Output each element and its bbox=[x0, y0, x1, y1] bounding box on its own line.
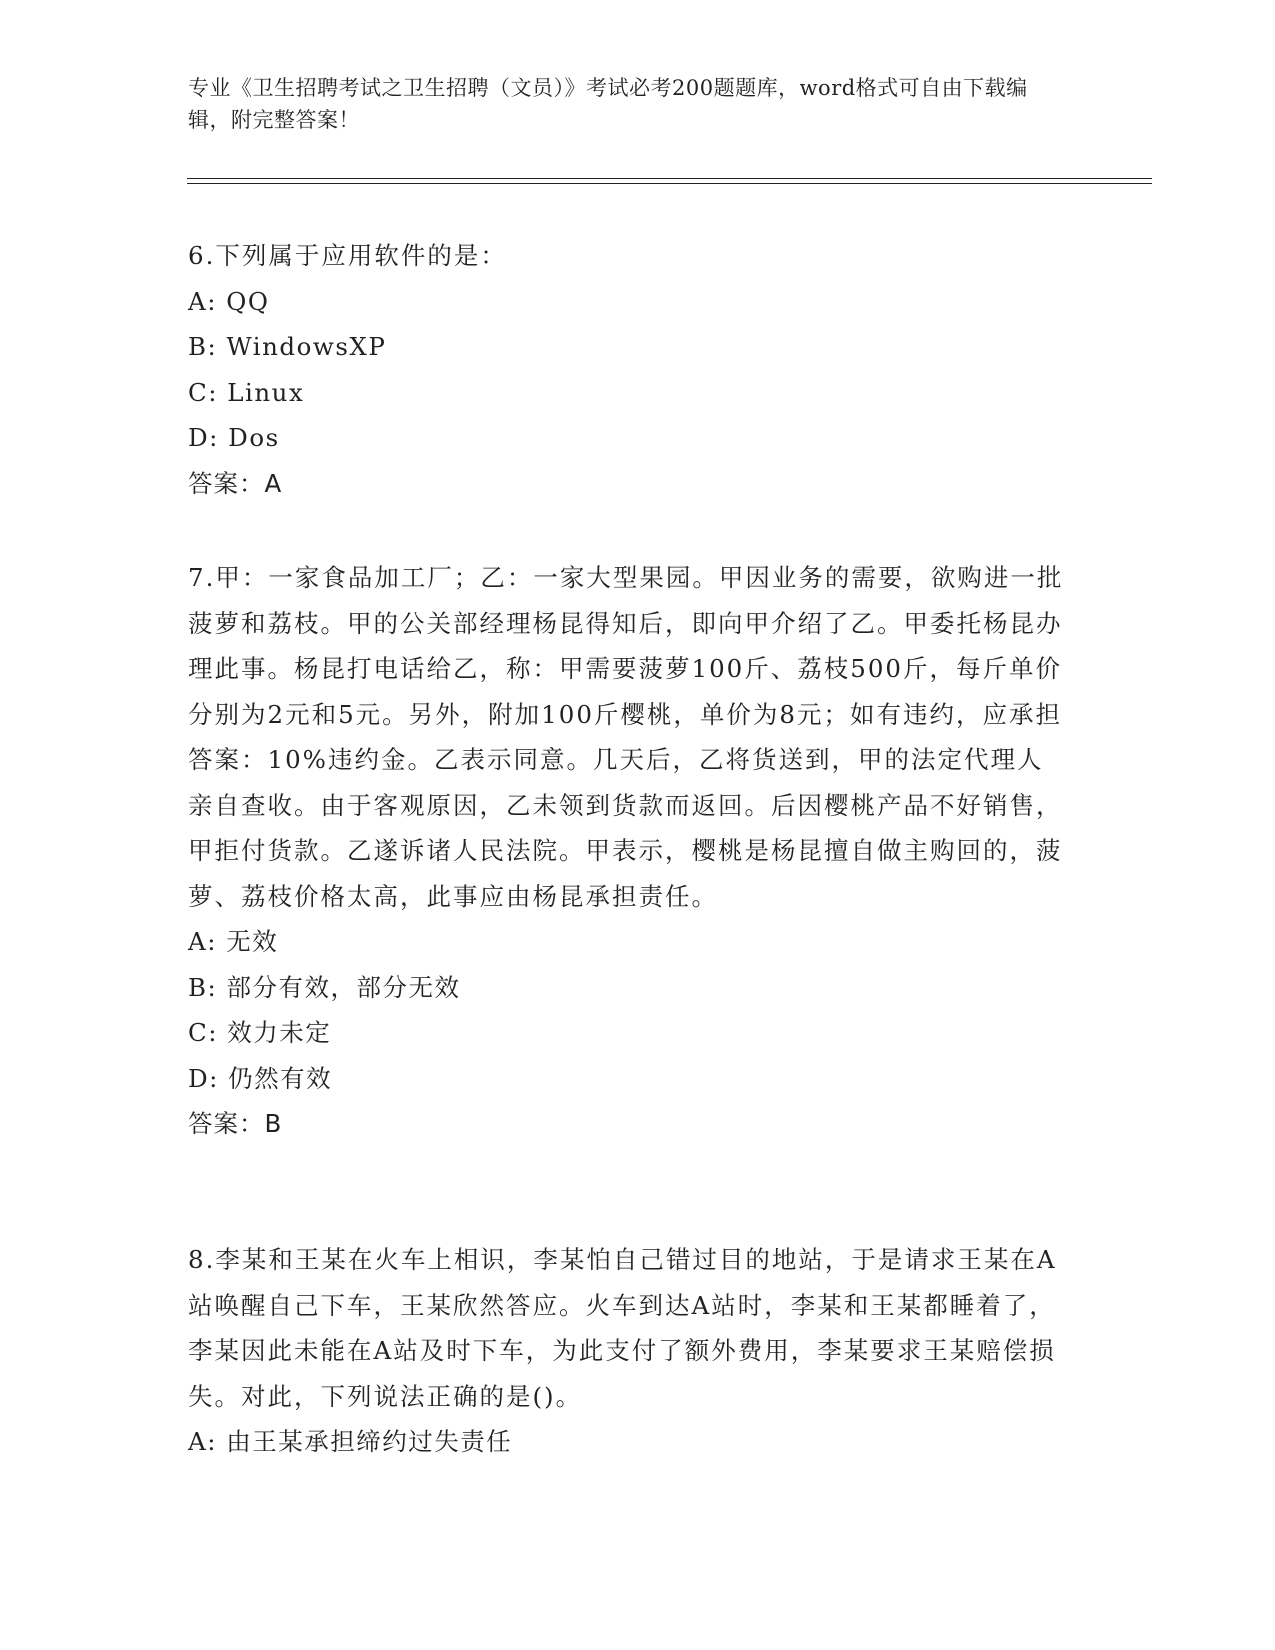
option-d: D: Dos bbox=[188, 423, 280, 452]
option-c: C: 效力未定 bbox=[188, 1018, 332, 1047]
document-header: 专业《卫生招聘考试之卫生招聘（文员）》考试必考200题题库，word格式可自由下载编辑，附完整答案！ bbox=[188, 76, 1028, 132]
header-divider-bottom bbox=[187, 183, 1152, 184]
option-c: C: Linux bbox=[188, 377, 305, 407]
option-b: B: 部分有效，部分无效 bbox=[188, 972, 461, 1002]
question-text: 7.甲：一家食品加工厂；乙：一家大型果园。甲因业务的需要，欲购进一批菠萝和荔枝。甲的公关部经理杨昆得知后，即向甲介绍了乙。甲委托杨昆办理此事。杨昆打电话给乙，称：甲需要菠萝100斤、荔枝500斤，每斤单价分别为2元和5元。另外，附加100斤樱桃，单价为8元；如有违约，应承担答案：10%违约金。乙表示同意。几天后，乙将货送到，甲的法定代理人亲自查收。由于客观原因，乙未领到货款而返回。后因樱桃产品不好销售，甲拒付货款。乙遂诉诸人民法院。甲表示，樱桃是杨昆擅自做主购回的，菠萝、荔枝价格太高，此事应由杨昆承担责任。 bbox=[188, 563, 1064, 911]
header-divider-top bbox=[187, 178, 1152, 179]
option-a: A: 由王某承担缔约过失责任 bbox=[188, 1427, 513, 1456]
answer-text: 答案：A bbox=[188, 468, 283, 498]
answer-text: 答案：B bbox=[188, 1109, 283, 1138]
question-text: 6.下列属于应用软件的是： bbox=[188, 241, 507, 270]
option-a: A: 无效 bbox=[188, 927, 279, 956]
question-text: 8.李某和王某在火车上相识，李某怕自己错过目的地站，于是请求王某在A站唤醒自己下车，王某欣然答应。火车到达A站时，李某和王某都睡着了，李某因此未能在A站及时下车，为此支付了额外费用，李某要求王某赔偿损失。对此，下列说法正确的是()。 bbox=[188, 1245, 1057, 1411]
option-b: B: WindowsXP bbox=[188, 332, 387, 361]
question-7 bbox=[188, 555, 1068, 1147]
option-a: A: QQ bbox=[188, 286, 270, 316]
option-d: D: 仍然有效 bbox=[188, 1063, 333, 1093]
question-6 bbox=[188, 233, 1068, 506]
question-8 bbox=[188, 1237, 1068, 1465]
